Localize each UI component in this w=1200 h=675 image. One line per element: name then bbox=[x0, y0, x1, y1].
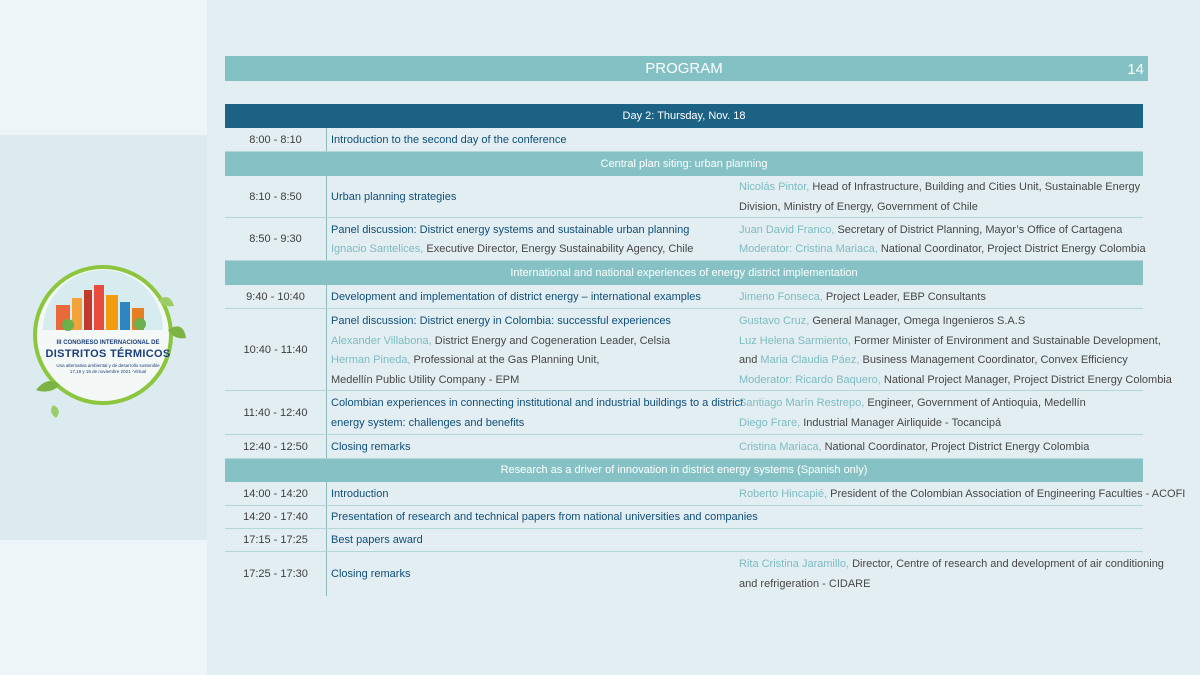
speaker bbox=[739, 335, 1161, 347]
schedule-row bbox=[225, 529, 1143, 552]
logo-line2: DISTRITOS TÉRMICOS bbox=[45, 348, 171, 360]
session-title: Urban planning strategies bbox=[331, 191, 457, 203]
speaker-role-cont: Division, Ministry of Energy, Government of Chile bbox=[739, 201, 978, 213]
speaker-name: Roberto Hincapié, bbox=[739, 488, 828, 500]
speaker bbox=[739, 224, 1122, 236]
speaker-role: President of the Colombian Association of Engineering Faculties - ACOFI bbox=[827, 488, 1186, 500]
speaker-name: Cristina Mariaca, bbox=[739, 441, 822, 453]
time-slot: 12:40 - 12:50 bbox=[225, 435, 327, 458]
session-title-cont: energy system: challenges and benefits bbox=[331, 417, 525, 429]
moderator bbox=[739, 374, 1172, 386]
panelist bbox=[331, 354, 599, 366]
session-title: Development and implementation of district energy – international examples bbox=[331, 291, 701, 303]
day-header bbox=[225, 104, 1143, 128]
speaker-name: Gustavo Cruz, bbox=[739, 315, 810, 327]
speaker bbox=[739, 488, 1185, 500]
time-slot: 17:15 - 17:25 bbox=[225, 529, 327, 551]
session-title: Introduction bbox=[331, 488, 389, 500]
panelist bbox=[331, 335, 670, 347]
speaker-name: Jimeno Fonseca, bbox=[739, 291, 823, 303]
schedule-row bbox=[225, 435, 1143, 459]
moderator-name: Moderator: Ricardo Baquero, bbox=[739, 374, 881, 386]
congress-logo bbox=[28, 260, 188, 420]
speaker bbox=[739, 397, 1086, 409]
time-slot: 17:25 - 17:30 bbox=[225, 552, 327, 596]
session-title: Colombian experiences in connecting institutional and industrial buildings to a district bbox=[331, 397, 744, 409]
time-slot: 10:40 - 11:40 bbox=[225, 309, 327, 390]
speaker-role: Former Minister of Environment and Sustainable Development, bbox=[850, 335, 1161, 347]
session-title: Introduction to the second day of the conference bbox=[331, 134, 567, 146]
speaker-role: Secretary of District Planning, Mayor’s Office of Cartagena bbox=[834, 224, 1123, 236]
speaker bbox=[739, 315, 1025, 327]
left-band-top bbox=[0, 0, 207, 135]
time-slot: 14:20 - 17:40 bbox=[225, 506, 327, 528]
schedule-row bbox=[225, 285, 1143, 309]
session-title: Panel discussion: District energy in Colombia: successful experiences bbox=[331, 315, 671, 327]
schedule-row bbox=[225, 506, 1143, 529]
speaker-role: Business Management Coordinator, Convex Efficiency bbox=[859, 354, 1128, 366]
panelist-name: Alexander Villabona, bbox=[331, 335, 432, 347]
section-title: Central plan siting: urban planning bbox=[600, 158, 768, 170]
section-title: Research as a driver of innovation in district energy systems (Spanish only) bbox=[500, 464, 868, 476]
speaker-role: Head of Infrastructure, Building and Cities Unit, Sustainable Energy bbox=[809, 181, 1141, 193]
speaker bbox=[739, 181, 1140, 193]
panelist-role: Professional at the Gas Planning Unit, bbox=[410, 354, 600, 366]
program-header bbox=[225, 56, 1148, 81]
schedule-row bbox=[225, 482, 1186, 506]
speaker bbox=[739, 354, 1128, 366]
panelist-role: Executive Director, Energy Sustainability Agency, Chile bbox=[423, 243, 694, 255]
panelist-role-cont: Medellín Public Utility Company - EPM bbox=[331, 374, 520, 386]
speaker bbox=[739, 558, 1164, 570]
time-slot: 14:00 - 14:20 bbox=[225, 482, 327, 505]
session-title: Closing remarks bbox=[331, 441, 411, 453]
section-header bbox=[225, 459, 1143, 482]
moderator-name: Moderator: Cristina Mariaca, bbox=[739, 243, 878, 255]
moderator bbox=[739, 243, 1146, 255]
speaker-name: Nicolás Pintor, bbox=[739, 181, 810, 193]
session-title: Panel discussion: District energy systems and sustainable urban planning bbox=[331, 224, 690, 236]
program-title: PROGRAM bbox=[645, 60, 723, 77]
logo-line4: 17,18 y 19 de noviembre 2021 -Virtual bbox=[69, 369, 147, 374]
speaker-role: General Manager, Omega Ingenieros S.A.S bbox=[809, 315, 1026, 327]
panelist-role: District Energy and Cogeneration Leader, Celsia bbox=[431, 335, 671, 347]
panelist-name: Ignacio Santelices, bbox=[331, 243, 424, 255]
speaker-name: Santiago Marín Restrepo, bbox=[739, 397, 865, 409]
session-title: Closing remarks bbox=[331, 568, 411, 580]
logo-line3: Una alternativa ambiental y de desarrollo sostenible bbox=[56, 363, 160, 368]
schedule-row bbox=[225, 128, 1143, 152]
speaker-role: National Coordinator, Project District Energy Colombia bbox=[821, 441, 1090, 453]
section-header bbox=[225, 152, 1143, 176]
speaker-role-cont: and refrigeration - CIDARE bbox=[739, 578, 871, 590]
time-slot: 8:00 - 8:10 bbox=[225, 128, 327, 151]
speaker bbox=[739, 291, 986, 303]
speaker-role: Director, Centre of research and development of air conditioning bbox=[849, 558, 1164, 570]
schedule-row bbox=[225, 309, 1172, 391]
time-slot: 11:40 - 12:40 bbox=[225, 391, 327, 434]
left-band-bot bbox=[0, 540, 207, 675]
speaker-role: Engineer, Government of Antioquia, Medellín bbox=[864, 397, 1086, 409]
time-slot: 9:40 - 10:40 bbox=[225, 285, 327, 308]
speaker-name: Maria Claudia Páez, bbox=[760, 354, 860, 366]
speaker bbox=[739, 417, 1001, 429]
schedule-row bbox=[225, 218, 1146, 261]
section-header bbox=[225, 261, 1143, 285]
session-title: Best papers award bbox=[331, 534, 423, 546]
section-title: International and national experiences of energy district implementation bbox=[510, 267, 858, 279]
logo-line1: III CONGRESO INTERNACIONAL DE bbox=[56, 340, 160, 346]
schedule-row bbox=[225, 552, 1164, 596]
schedule-row bbox=[225, 391, 1143, 435]
time-slot: 8:10 - 8:50 bbox=[225, 176, 327, 217]
schedule-row bbox=[225, 176, 1143, 218]
speaker-name: Juan David Franco, bbox=[739, 224, 835, 236]
page-number: 14 bbox=[1127, 61, 1144, 78]
panelist-name: Herman Pineda, bbox=[331, 354, 411, 366]
speaker bbox=[739, 441, 1089, 453]
speaker-prefix: and bbox=[739, 354, 761, 366]
panelist bbox=[331, 243, 693, 255]
speaker-name: Rita Cristina Jaramillo, bbox=[739, 558, 850, 570]
moderator-role: National Project Manager, Project District Energy Colombia bbox=[880, 374, 1172, 386]
speaker-role: Project Leader, EBP Consultants bbox=[822, 291, 986, 303]
day-title: Day 2: Thursday, Nov. 18 bbox=[622, 110, 746, 122]
session-title: Presentation of research and technical papers from national universities and companies bbox=[331, 511, 758, 523]
moderator-role: National Coordinator, Project District Energy Colombia bbox=[877, 243, 1146, 255]
speaker-role: Industrial Manager Airliquide - Tocancipá bbox=[800, 417, 1002, 429]
speaker-name: Luz Helena Sarmiento, bbox=[739, 335, 851, 347]
speaker-name: Diego Frare, bbox=[739, 417, 801, 429]
time-slot: 8:50 - 9:30 bbox=[225, 218, 327, 260]
